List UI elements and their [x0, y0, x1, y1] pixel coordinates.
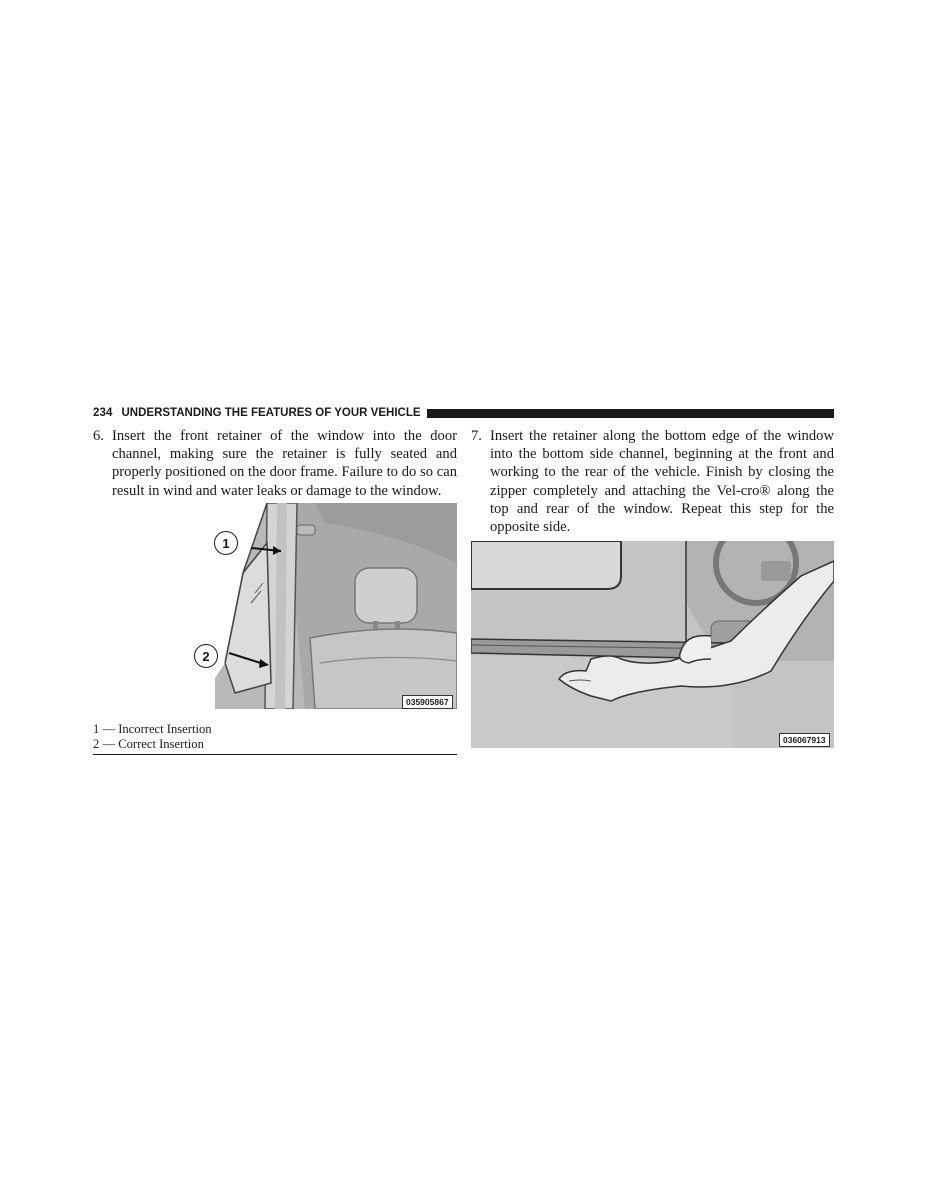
step-6 [93, 427, 457, 500]
figure-code: 035905867 [402, 695, 453, 709]
section-title: UNDERSTANDING THE FEATURES OF YOUR VEHICLE [121, 407, 421, 419]
legend-item: 2 — Correct Insertion [93, 737, 204, 751]
header-rule [427, 409, 834, 418]
bottom-channel-illustration [471, 541, 834, 748]
door-channel-illustration [215, 503, 457, 709]
step-number: 6. [93, 428, 104, 444]
step-text: Insert the retainer along the bottom edge of the window into the bottom side channel, beginning at the front and working to the rear of the vehicle. Finish by closing the zipper completely and attaching the Vel-cro® along the top and rear of the window. Repeat this step for the opposite side. [490, 428, 834, 536]
figure-code: 036067913 [779, 733, 830, 747]
callout-2: 2 [194, 644, 218, 668]
page-header [93, 405, 834, 421]
step-7 [471, 427, 834, 536]
step-number: 7. [471, 428, 482, 444]
page-number: 234 [93, 407, 113, 419]
callout-1: 1 [214, 531, 238, 555]
legend-rule [93, 754, 457, 755]
figure-legend [93, 722, 457, 752]
step-text: Insert the front retainer of the window into the door channel, making sure the retainer is fully seated and properly positioned on the door frame. Failure to do so can result in wind and water leaks or damage to the window. [112, 428, 457, 499]
legend-item: 1 — Incorrect Insertion [93, 722, 212, 736]
